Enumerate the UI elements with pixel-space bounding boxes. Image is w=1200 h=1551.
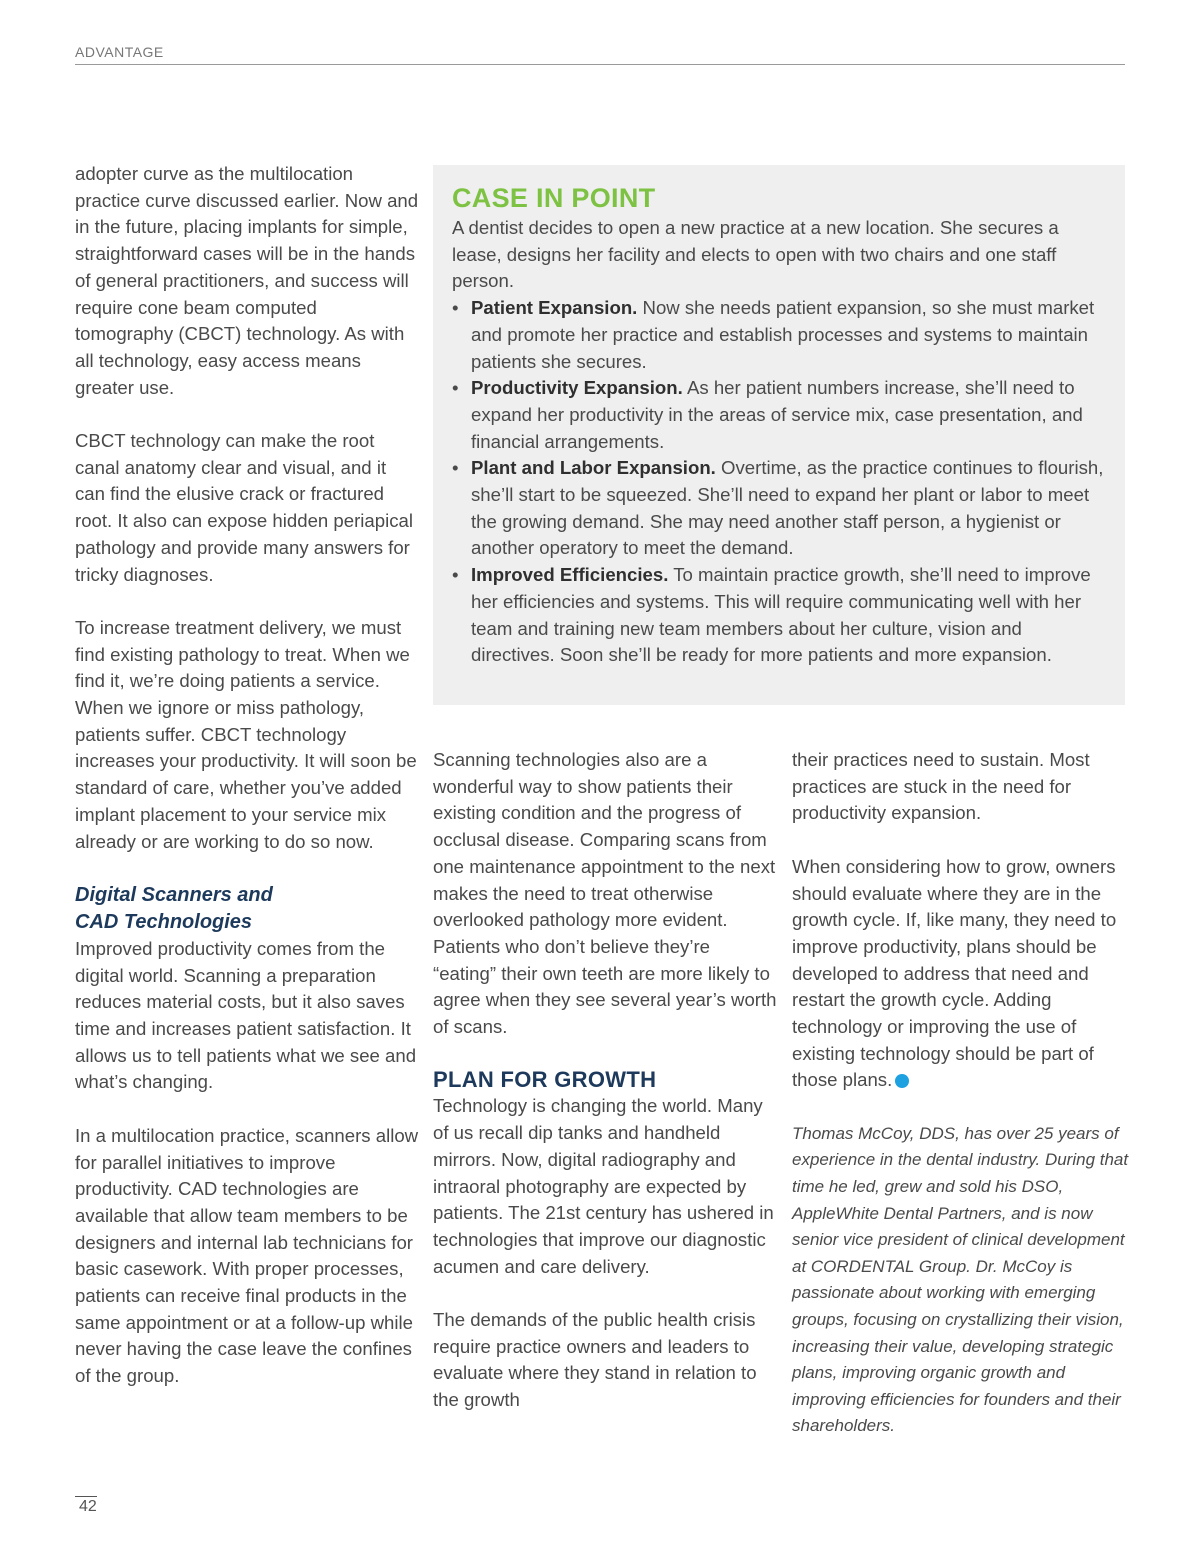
item-text: As her patient numbers increase, she’ll need to expand her productivity in the areas of service mix, case presentation, and financial arrangements. xyxy=(471,377,1083,452)
case-list xyxy=(452,295,1105,669)
item-text: To maintain practice growth, she’ll need to improve her efficiencies and systems. This will require communicating well with her team and training new team members about her culture, vision and directives. Soon she’ll be ready for more patients and more expansion. xyxy=(471,564,1091,666)
paragraph: adopter curve as the multilocation practice curve discussed earlier. Now and in the future, placing implants for simple, straightforward cases will be in the hands of general practitioners, and success will require cone beam computed tomography (CBCT) technology. As with all technology, easy access means greater use. xyxy=(75,163,419,398)
header-rule xyxy=(75,64,1125,65)
middle-column xyxy=(433,747,778,1414)
item-label: Patient Expansion. xyxy=(471,297,638,319)
paragraph: their practices need to sustain. Most practices are stuck in the need for productivity expansion. xyxy=(792,749,1090,824)
paragraph-text: When considering how to grow, owners should evaluate where they are in the growth cycle. If, like many, they need to improve productivity, plans should be developed to address that need and restart the growth cycle. Adding technology or improving the use of existing technology should be part of those plans. xyxy=(792,855,1117,1091)
list-item xyxy=(452,375,1105,455)
bullet-icon: • xyxy=(452,457,459,479)
bullet-icon: • xyxy=(452,377,459,399)
list-item xyxy=(452,562,1105,669)
paragraph: CBCT technology can make the root canal anatomy clear and visual, and it can find the elusive crack or fractured root. It also can expose hidden periapical pathology and provide many answers for tricky diagnoses. xyxy=(75,430,414,585)
paragraph-with-end-mark xyxy=(792,854,1137,1094)
subhead-digital-scanners xyxy=(75,882,420,936)
case-intro: A dentist decides to open a new practice at a new location. She secures a lease, designs her facility and elects to open with two chairs and one staff person. xyxy=(452,217,1059,292)
bullet-icon: • xyxy=(452,564,459,586)
list-item xyxy=(452,295,1105,375)
paragraph: The demands of the public health crisis require practice owners and leaders to evaluate where they stand in relation to the growth xyxy=(433,1309,757,1411)
plan-for-growth-heading: PLAN FOR GROWTH xyxy=(433,1067,657,1093)
paragraph: In a multilocation practice, scanners allow for parallel initiatives to improve productivity. CAD technologies are available that allow team members to be designers and internal lab technicians for basic casework. With proper processes, patients can receive final products in the same appointment or at a follow-up while never having the case leave the confines of the group. xyxy=(75,1124,419,1387)
case-in-point-box xyxy=(433,165,1125,705)
page-number: 42 xyxy=(79,1498,97,1515)
case-title: CASE IN POINT xyxy=(452,183,656,213)
subhead-line: CAD Technologies xyxy=(75,910,253,933)
paragraph: Technology is changing the world. Many of us recall dip tanks and handheld mirrors. Now, digital radiography and intraoral photography are expected by patients. The 21st century has ushered in technologies that improve our diagnostic acumen and care delivery. xyxy=(433,1095,774,1277)
left-column xyxy=(75,161,420,1390)
end-of-article-icon xyxy=(895,1074,909,1088)
bullet-icon: • xyxy=(452,297,459,319)
item-label: Plant and Labor Expansion. xyxy=(471,457,716,479)
item-label: Productivity Expansion. xyxy=(471,377,683,399)
right-column xyxy=(792,747,1137,1467)
paragraph: Scanning technologies also are a wonderful way to show patients their existing condition and the progress of occlusal disease. Comparing scans from one maintenance appointment to the next makes the need to treat otherwise overlooked pathology more evident. Patients who don’t believe they’re “eating” their own teeth are more likely to agree when they see several year’s worth of scans. xyxy=(433,749,777,1038)
item-label: Improved Efficiencies. xyxy=(471,564,669,586)
subhead-line: Digital Scanners and xyxy=(75,883,273,906)
page-number-rule xyxy=(75,1496,97,1497)
item-text: Overtime, as the practice continues to flourish, she’ll start to be squeezed. She’ll need to expand her plant or labor to meet the growing demand. She may need another staff person, a hygienist or another operatory to meet the demand. xyxy=(471,457,1104,559)
paragraph: Improved productivity comes from the digital world. Scanning a preparation reduces material costs, but it also saves time and increases patient satisfaction. It allows us to tell patients what we see and what’s changing. xyxy=(75,937,417,1093)
section-label: ADVANTAGE xyxy=(75,44,164,60)
author-bio: Thomas McCoy, DDS, has over 25 years of experience in the dental industry. During that time he led, grew and sold his DSO, AppleWhite Dental Partners, and is now senior vice president of clinical development at CORDENTAL Group. Dr. McCoy is passionate about working with emerging groups, focusing on crystallizing their vision, increasing their value, developing strategic plans, improving organic growth and improving efficiencies for founders and their shareholders. xyxy=(792,1123,1129,1436)
list-item xyxy=(452,455,1105,562)
paragraph: To increase treatment delivery, we must find existing pathology to treat. When we find it, we’re doing patients a service. When we ignore or miss pathology, patients suffer. CBCT technology increases your productivity. It will soon be standard of care, whether you’ve added implant placement to your service mix already or are working to do so now. xyxy=(75,616,417,852)
item-text: Now she needs patient expansion, so she must market and promote her practice and establish processes and systems to maintain patients she secures. xyxy=(471,297,1095,372)
